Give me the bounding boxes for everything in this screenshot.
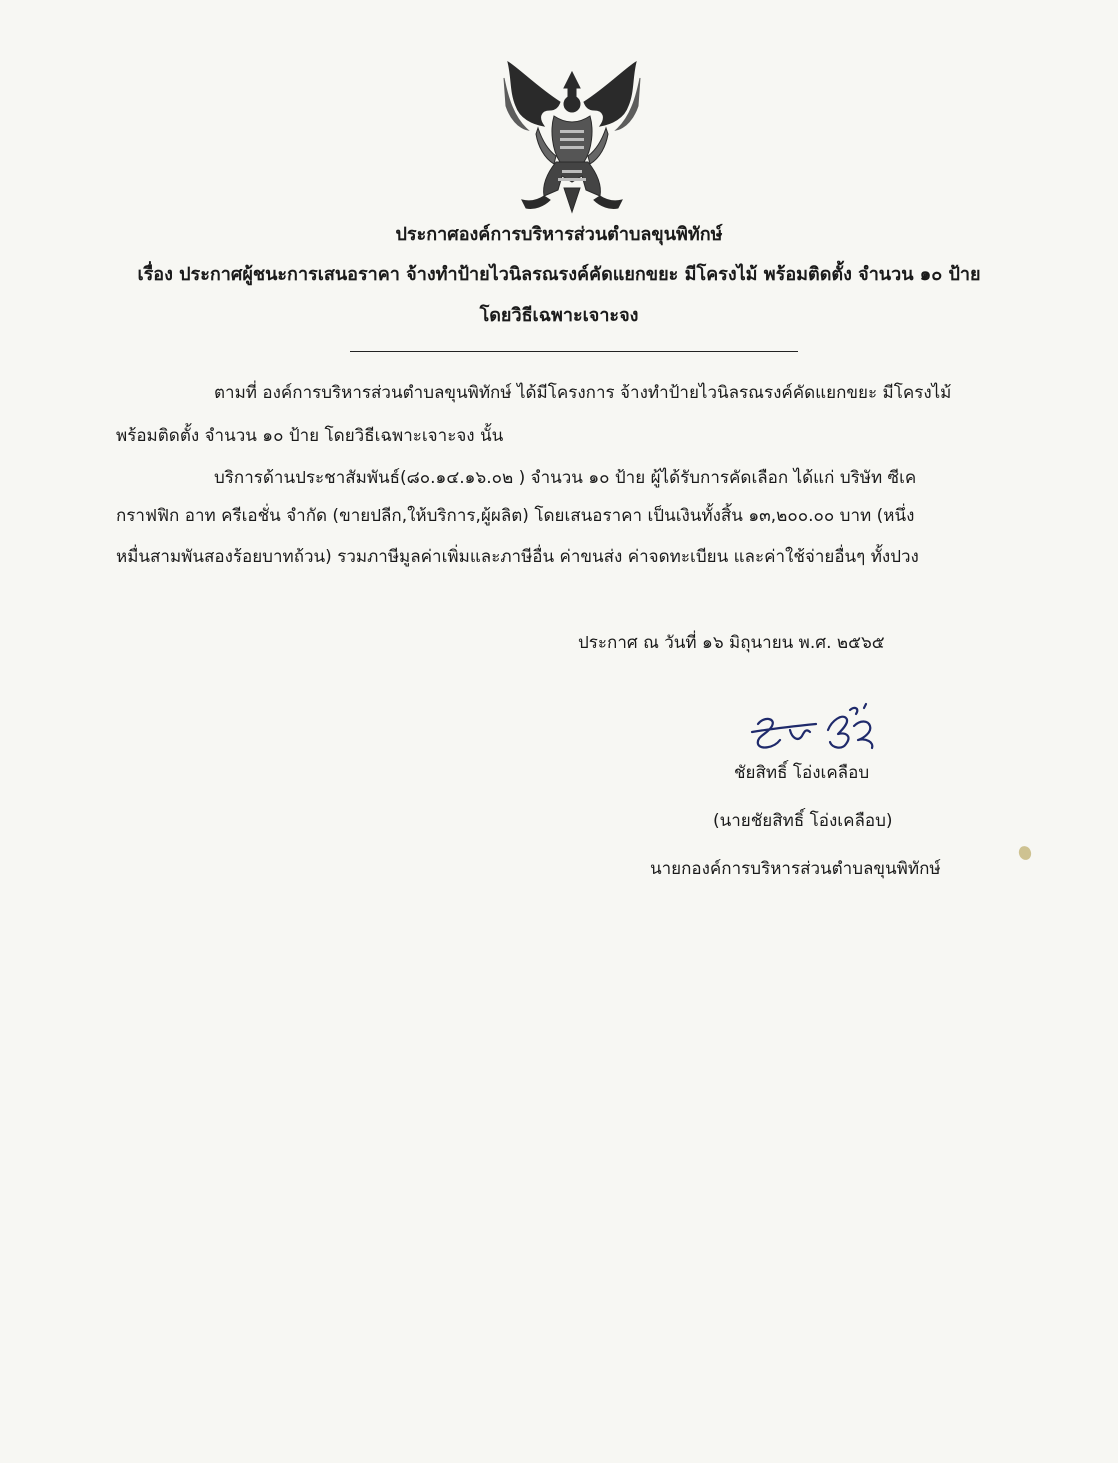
document-title: ประกาศองค์การบริหารส่วนตำบลขุนพิทักษ์ xyxy=(395,224,723,245)
signatory-full-name: (นายชัยสิทธิ์ โอ่งเคลือบ) xyxy=(713,811,893,831)
signatory-name: ชัยสิทธิ์ โอ่งเคลือบ xyxy=(734,763,870,783)
paragraph-2-line-2: กราฟฟิก อาท ครีเอชั่น จำกัด (ขายปลีก,ให้บริการ,ผู้ผลิต) โดยเสนอราคา เป็นเงินทั้งสิ้น ๑๓,๒๐๐.๐๐ บาท (หนึ่ง xyxy=(116,506,915,526)
document-subject: เรื่อง ประกาศผู้ชนะการเสนอราคา จ้างทำป้ายไวนิลรณรงค์คัดแยกขยะ มีโครงไม้ พร้อมติดตั้ง จำนวน ๑๐ ป้าย xyxy=(137,264,981,285)
paper-stain xyxy=(1017,844,1033,861)
garuda-emblem-icon xyxy=(498,58,646,216)
paragraph-1-line-1: ตามที่ องค์การบริหารส่วนตำบลขุนพิทักษ์ ได้มีโครงการ จ้างทำป้ายไวนิลรณรงค์คัดแยกขยะ มีโครงไม้ xyxy=(214,383,952,403)
handwritten-signature-icon xyxy=(746,702,886,758)
title-divider xyxy=(350,351,798,352)
paragraph-2-line-1: บริการด้านประชาสัมพันธ์(๘๐.๑๔.๑๖.๐๒ ) จำนวน ๑๐ ป้าย ผู้ได้รับการคัดเลือก ได้แก่ บริษัท ซีเค xyxy=(214,468,917,488)
paragraph-2-line-3: หมื่นสามพันสองร้อยบาทถ้วน) รวมภาษีมูลค่าเพิ่มและภาษีอื่น ค่าขนส่ง ค่าจดทะเบียน และค่าใช้จ่ายอื่นๆ ทั้งปวง xyxy=(116,547,919,567)
signatory-position: นายกองค์การบริหารส่วนตำบลขุนพิทักษ์ xyxy=(650,859,941,879)
announcement-date: ประกาศ ณ วันที่ ๑๖ มิถุนายน พ.ศ. ๒๕๖๕ xyxy=(578,633,885,653)
paragraph-1-line-2: พร้อมติดตั้ง จำนวน ๑๐ ป้าย โดยวิธีเฉพาะเจาะจง นั้น xyxy=(116,426,504,446)
document-method: โดยวิธีเฉพาะเจาะจง xyxy=(479,305,639,326)
